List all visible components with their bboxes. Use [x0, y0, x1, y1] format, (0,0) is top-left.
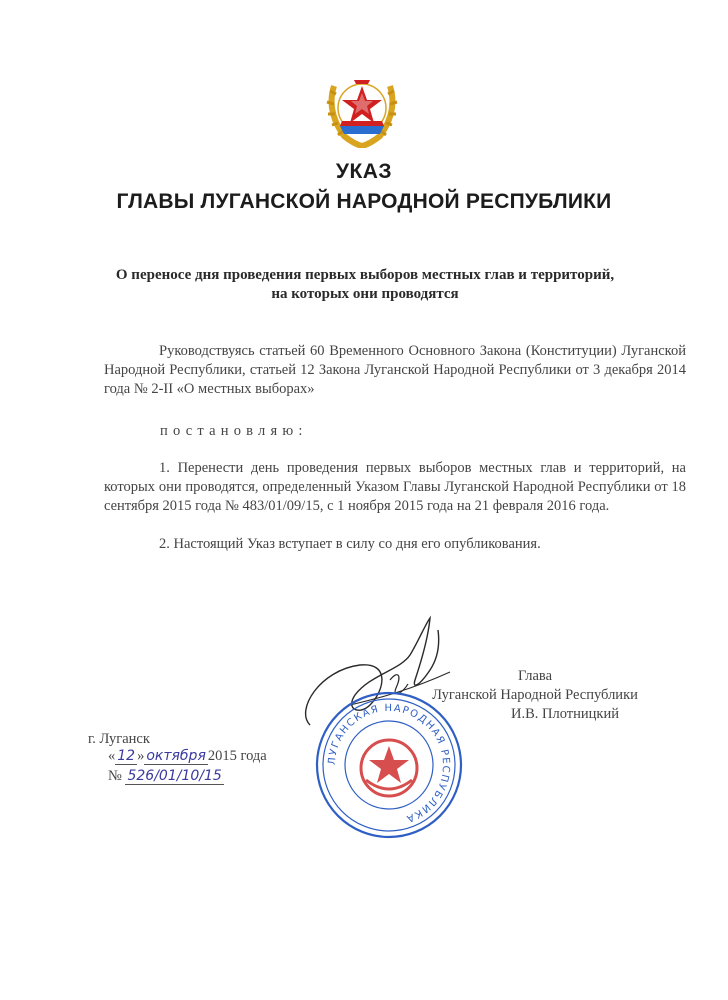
- decree-issuer-title: ГЛАВЫ ЛУГАНСКОЙ НАРОДНОЙ РЕСПУБЛИКИ: [116, 190, 612, 213]
- item-2-paragraph: 2. Настоящий Указ вступает в силу со дня его опубликования.: [159, 536, 541, 552]
- date-close-quote: »: [137, 748, 145, 764]
- date-open-quote: «: [108, 748, 116, 764]
- issue-place: г. Луганск: [88, 731, 150, 747]
- decree-number: [108, 768, 224, 785]
- date-month: октября: [146, 748, 206, 764]
- signatory-block: [400, 667, 670, 724]
- signatory-position-republic: Луганской Народной Республики: [432, 687, 638, 703]
- subject-line-1: О переносе дня проведения первых выборов местных глав и территорий,: [115, 267, 615, 283]
- issue-date: [108, 748, 267, 765]
- signatory-name: И.В. Плотницкий: [511, 706, 619, 722]
- seal-ring-text: ЛУГАНСКАЯ НАРОДНАЯ РЕСПУБЛИКА: [326, 702, 452, 825]
- date-year: 2015 года: [207, 748, 267, 764]
- item-1-paragraph: 1. Перенести день проведения первых выборов местных глав и территорий, на которых они проводятся, определенный Указом Главы Луганской Народной Республики от 18 сентября 2015 года № 483/01/09/15, с 1 ноября 2015 года на 21 февраля 2016 года.: [104, 460, 686, 514]
- decree-word: постановляю:: [160, 423, 308, 439]
- date-day: 12: [117, 748, 136, 764]
- subject-line-2: на которых они проводятся: [271, 286, 459, 302]
- decree-number-value: 526/01/10/15: [127, 768, 222, 784]
- decree-title: УКАЗ: [335, 160, 393, 183]
- signatory-position: Глава: [517, 668, 553, 684]
- number-sign: №: [108, 768, 122, 784]
- preamble-paragraph: Руководствуясь статьей 60 Временного Основного Закона (Конституции) Луганской Народной Республики, статьей 12 Закона Луганской Народной Республики от 3 декабря 2014 года № 2-II «О местных выборах»: [104, 343, 686, 397]
- coat-of-arms-icon: [324, 66, 400, 148]
- decree-subject: [100, 266, 630, 304]
